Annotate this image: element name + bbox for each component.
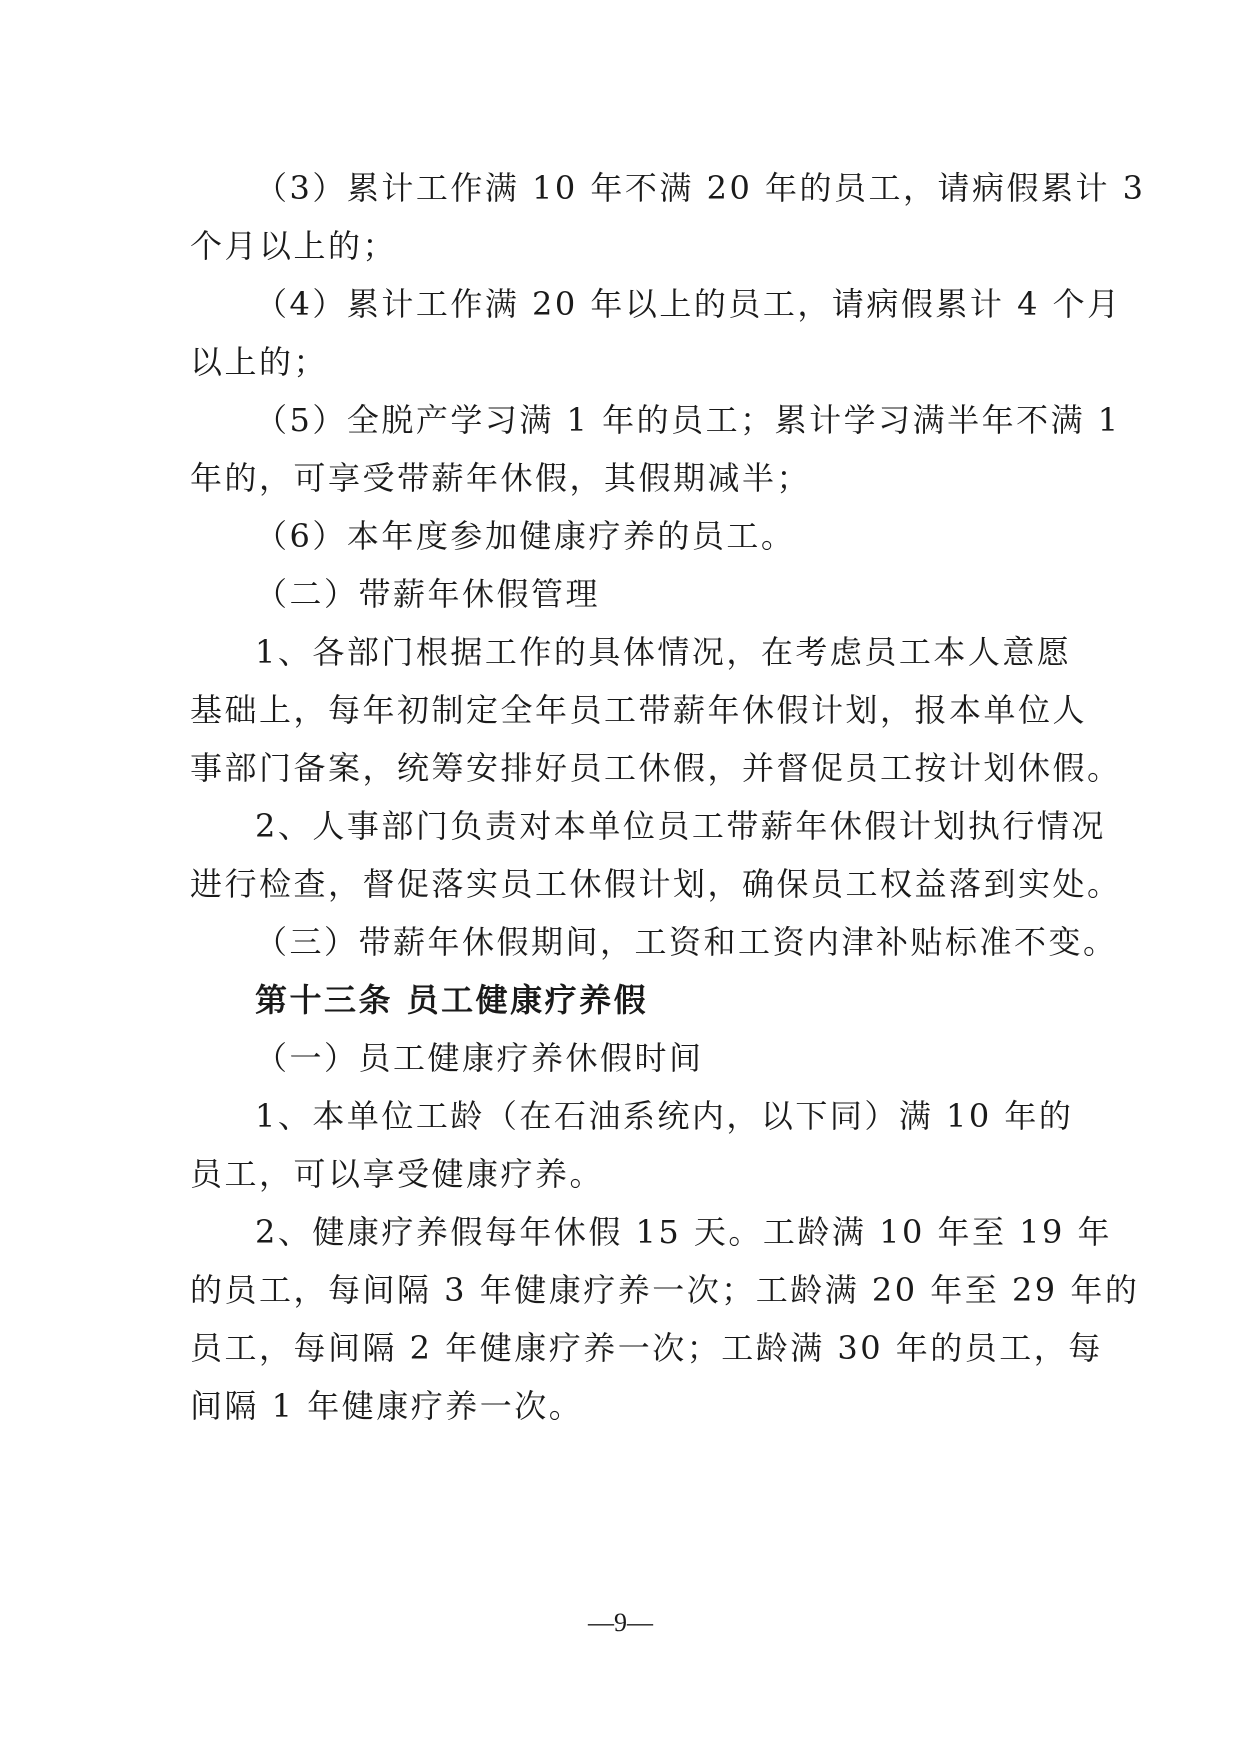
paragraph-line: 2、健康疗养假每年休假 15 天。工龄满 10 年至 19 年 — [255, 1213, 1113, 1251]
paragraph-line: （三）带薪年休假期间，工资和工资内津补贴标准不变。 — [255, 923, 1118, 961]
paragraph-line: 1、本单位工龄（在石油系统内，以下同）满 10 年的 — [255, 1097, 1074, 1135]
paragraph-line: 2、人事部门负责对本单位员工带薪年休假计划执行情况 — [255, 807, 1106, 845]
subsection-heading: （一）员工健康疗养休假时间 — [255, 1039, 704, 1077]
paragraph-line: 的员工，每间隔 3 年健康疗养一次；工龄满 20 年至 29 年的 — [190, 1271, 1140, 1309]
paragraph-line: 年的，可享受带薪年休假，其假期减半； — [190, 459, 812, 497]
article-heading: 第十三条 员工健康疗养假 — [255, 981, 649, 1019]
paragraph-line: 员工，可以享受健康疗养。 — [190, 1155, 605, 1193]
paragraph-line: 进行检查，督促落实员工休假计划，确保员工权益落到实处。 — [190, 865, 1122, 903]
subsection-heading: （二）带薪年休假管理 — [255, 575, 601, 613]
paragraph-line: （3）累计工作满 10 年不满 20 年的员工，请病假累计 3 — [255, 169, 1146, 207]
paragraph-line: （4）累计工作满 20 年以上的员工，请病假累计 4 个月 — [255, 285, 1122, 323]
paragraph-line: 间隔 1 年健康疗养一次。 — [190, 1387, 584, 1425]
paragraph-line: 事部门备案，统筹安排好员工休假，并督促员工按计划休假。 — [190, 749, 1122, 787]
paragraph-line: 基础上，每年初制定全年员工带薪年休假计划，报本单位人 — [190, 691, 1088, 729]
paragraph-line: 以上的； — [190, 343, 329, 381]
paragraph-line: 个月以上的； — [190, 227, 398, 265]
paragraph-line: （5）全脱产学习满 1 年的员工；累计学习满半年不满 1 — [255, 401, 1121, 439]
page-number: —9— — [588, 1608, 653, 1637]
paragraph-line: （6）本年度参加健康疗养的员工。 — [255, 517, 796, 555]
paragraph-line: 1、各部门根据工作的具体情况，在考虑员工本人意愿 — [255, 633, 1072, 671]
paragraph-line: 员工，每间隔 2 年健康疗养一次；工龄满 30 年的员工，每 — [190, 1329, 1103, 1367]
